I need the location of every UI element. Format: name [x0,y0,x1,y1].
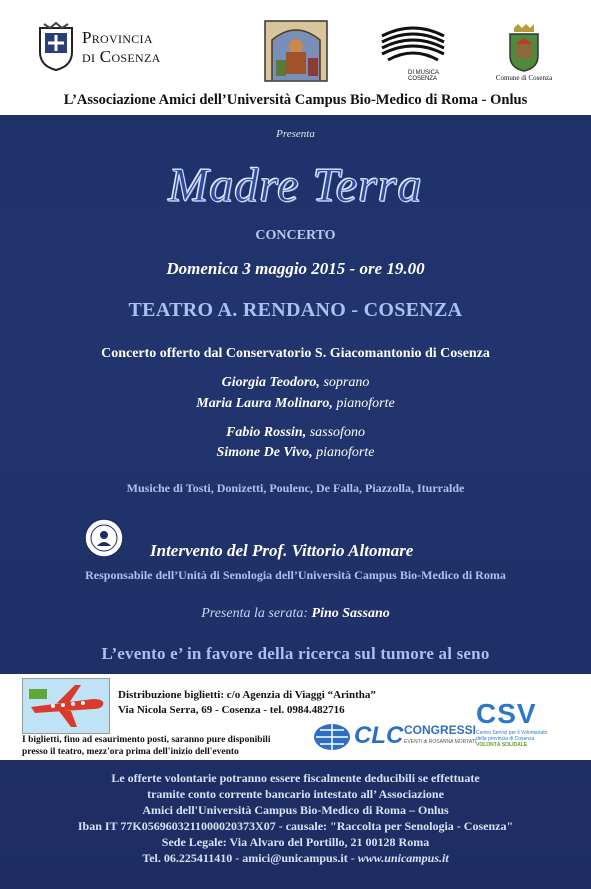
ticket-line2: Via Nicola Serra, 69 - Cosenza - tel. 0984.482716 [118,704,345,716]
performer-role: pianoforte [336,396,395,411]
event-title: Madre Terra [168,159,423,212]
comune-logo [484,24,564,84]
performer-name: Maria Laura Molinaro, [196,396,333,411]
offered-by: Concerto offerto dal Conservatorio S. Giacomantonio di Cosenza [101,346,490,361]
conservatorio-waves-icon [378,22,448,68]
presenta-label: Presenta [276,128,315,140]
painting-icon [264,20,328,82]
congressi-label: CONGRESSI [404,723,477,737]
footer-line3: Amici dell'Università Campus Bio-Medico di Roma – Onlus [142,803,449,817]
ticket-note1: I biglietti, fino ad esaurimento posti, saranno pure disponibili [22,735,271,745]
performer-role: sassofono [309,425,365,440]
provincia-crest-icon [36,22,76,72]
footer-line4: Iban IT 77K0569603211000020373X07 - causale: "Raccolta per Senologia - Cosenza" [77,819,514,833]
travel-agency-plane-icon [22,678,110,734]
ticket-note [22,734,270,758]
donation-info [0,770,591,866]
performer-row [0,425,591,441]
host-prefix: Presenta la serata: [201,606,309,621]
performer-row [0,445,591,461]
association-heading: L’Associazione Amici dell’Università Campus Bio-Medico di Roma - Onlus [63,92,528,108]
conservatorio-label-2: COSENZA [408,76,438,82]
csv-sub3: VOLONTÀ SOLIDALE [476,742,528,748]
provincia-logo [36,22,176,82]
performer-name: Giorgia Teodoro, [221,375,320,390]
csv-label: CSV [476,698,537,729]
footer-line5: Sede Legale: Via Alvaro del Portillo, 21 00128 Roma [161,835,430,849]
csv-logo [476,698,568,758]
performer-role: pianoforte [316,445,375,460]
provincia-line2: di Cosenza [82,47,161,66]
host-line [0,606,591,622]
footer-line1: Le offerte volontarie potranno essere fiscalmente deducibili se effettuate [111,771,480,785]
provincia-line1: Provincia [82,28,153,47]
ticket-line1: Distribuzione biglietti: c/o Agenzia di Viaggi “Arintha” [118,689,376,701]
footer-contact: Tel. 06.225411410 - amici@unicampus.it - [142,851,355,865]
comune-crest-icon [484,24,564,72]
clc-logo: CLC [354,722,404,749]
conservatorio-logo [378,22,448,84]
performer-name: Fabio Rossin, [226,425,307,440]
ticket-note2: presso il teatro, mezz'ora prima dell'inizio dell'evento [22,747,239,757]
event-subtitle: CONCERTO [255,228,336,243]
campus-biomedico-seal-icon [84,518,124,558]
ticket-info [118,688,376,718]
conservatorio-label-1: DI MUSICA [408,70,440,76]
footer-website[interactable]: www.unicampus.it [357,851,449,865]
performer-role: soprano [323,375,370,390]
csv-sub1: Centro Servizi per il Volontariato [476,730,548,736]
performer-name: Simone De Vivo, [216,445,313,460]
intervention-role: Responsabile dell’Unità di Senologia dell’Università Campus Bio-Medico di Roma [85,568,506,582]
performer-row [0,375,591,391]
cause-line: L’evento e’ in favore della ricerca sul tumore al seno [101,644,490,663]
csv-sub2: della provincia di Cosenza [476,736,535,742]
congressi-logo [404,724,476,748]
host-name: Pino Sassano [311,606,390,621]
footer-line2: tramite conto corrente bancario intestato all’ Associazione [147,787,444,801]
event-date: Domenica 3 maggio 2015 - ore 19.00 [166,259,425,278]
performer-row [0,396,591,412]
comune-label: Comune di Cosenza [495,74,553,82]
congressi-sub: EVENTI di ROSANNA MORTATI [404,739,477,745]
intervention-title: Intervento del Prof. Vittorio Altomare [150,541,414,560]
event-venue: TEATRO A. RENDANO - COSENZA [128,299,463,321]
composers-line: Musiche di Tosti, Donizetti, Poulenc, De Falla, Piazzolla, Iturralde [126,481,465,495]
sponsor-globe-icon [312,722,352,752]
footer-line6 [0,850,591,866]
